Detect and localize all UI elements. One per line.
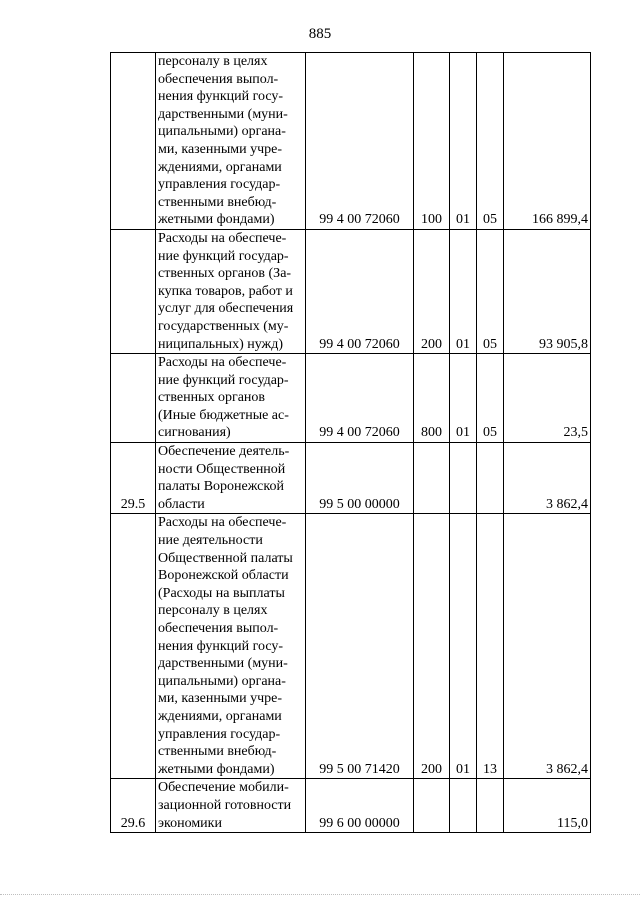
name-line: жетными фондами)	[158, 212, 275, 228]
name-line: ние функций государ-	[158, 248, 289, 264]
name-line: дарственными (муни-	[158, 656, 288, 672]
amount-cell: 93 905,8	[504, 229, 591, 353]
name-cell	[156, 514, 306, 779]
name-line: ние функций государ-	[158, 372, 289, 388]
name-line: ственными внебюд-	[158, 194, 277, 210]
name-line: управления государ-	[158, 177, 281, 193]
name-line: ственными внебюд-	[158, 744, 277, 760]
target-article-cell: 99 4 00 72060	[306, 229, 414, 353]
expense-type-cell: 200	[414, 229, 450, 353]
name-line: ственных органов	[158, 390, 266, 406]
name-cell	[156, 443, 306, 514]
row-number-cell	[111, 53, 156, 230]
expense-type-cell: 800	[414, 354, 450, 443]
name-line: сигнования)	[158, 425, 231, 441]
name-line: персоналу в целях	[158, 603, 268, 619]
amount-cell: 23,5	[504, 354, 591, 443]
table-row	[111, 514, 591, 779]
name-line: ми, казенными учре-	[158, 691, 283, 707]
table-row	[111, 229, 591, 353]
name-line: обеспечения выпол-	[158, 71, 279, 87]
row-number-cell	[111, 354, 156, 443]
subsection-cell	[477, 443, 504, 514]
subsection-cell: 05	[477, 229, 504, 353]
name-cell	[156, 229, 306, 353]
expense-type-cell	[414, 779, 450, 833]
section-cell: 01	[450, 229, 477, 353]
table-body	[111, 53, 591, 833]
name-line: ственных органов (За-	[158, 266, 292, 282]
amount-cell: 115,0	[504, 779, 591, 833]
target-article-cell: 99 4 00 72060	[306, 354, 414, 443]
name-line: обеспечения выпол-	[158, 621, 279, 636]
expense-type-cell: 100	[414, 53, 450, 230]
name-line: экономики	[158, 815, 222, 831]
name-line: жетными фондами)	[158, 761, 275, 777]
name-line: ципальными) органа-	[158, 124, 286, 140]
name-cell	[156, 354, 306, 443]
name-line: ждениями, органами	[158, 159, 282, 175]
section-cell: 01	[450, 354, 477, 443]
subsection-cell	[477, 779, 504, 833]
table-row	[111, 354, 591, 443]
name-line: ждениями, органами	[158, 708, 282, 724]
name-line: государственных (му-	[158, 318, 289, 334]
table-row	[111, 779, 591, 833]
amount-cell: 3 862,4	[504, 443, 591, 514]
name-line: Обеспечение мобили-	[158, 780, 289, 796]
name-line: ципальными) органа-	[158, 673, 286, 689]
name-line: управления государ-	[158, 726, 281, 742]
table-row	[111, 53, 591, 230]
name-line: нения функций госу-	[158, 89, 284, 105]
name-line: Воронежской области	[158, 568, 289, 584]
name-line: Обеспечение деятель-	[158, 444, 290, 460]
target-article-cell: 99 5 00 71420	[306, 514, 414, 779]
name-line: услуг для обеспечения	[158, 301, 294, 317]
section-cell: 01	[450, 53, 477, 230]
name-line: персоналу в целях	[158, 54, 268, 69]
table-row	[111, 443, 591, 514]
name-line: ности Общественной	[158, 461, 286, 477]
name-line: зационной готовности	[158, 797, 292, 813]
name-line: Расходы на обеспече-	[158, 230, 287, 246]
row-number-cell: 29.6	[111, 779, 156, 833]
section-cell	[450, 779, 477, 833]
scan-edge-line	[0, 894, 640, 897]
name-line: Расходы на обеспече-	[158, 355, 287, 371]
amount-cell: 3 862,4	[504, 514, 591, 779]
name-line: области	[158, 496, 205, 512]
expense-type-cell: 200	[414, 514, 450, 779]
subsection-cell: 05	[477, 354, 504, 443]
amount-cell: 166 899,4	[504, 53, 591, 230]
name-line: (Расходы на выплаты	[158, 585, 285, 601]
budget-table	[110, 52, 591, 833]
name-line: купка товаров, работ и	[158, 283, 293, 299]
name-line: ние деятельности	[158, 533, 263, 549]
row-number-cell	[111, 514, 156, 779]
name-line: (Иные бюджетные ас-	[158, 407, 289, 423]
section-cell	[450, 443, 477, 514]
section-cell: 01	[450, 514, 477, 779]
name-line: палаты Воронежской	[158, 479, 284, 495]
name-line: дарственными (муни-	[158, 106, 288, 122]
subsection-cell: 05	[477, 53, 504, 230]
name-line: ми, казенными учре-	[158, 141, 283, 157]
target-article-cell: 99 6 00 00000	[306, 779, 414, 833]
name-cell	[156, 779, 306, 833]
target-article-cell: 99 5 00 00000	[306, 443, 414, 514]
row-number-cell	[111, 229, 156, 353]
expense-type-cell	[414, 443, 450, 514]
name-line: нения функций госу-	[158, 638, 284, 654]
subsection-cell: 13	[477, 514, 504, 779]
name-cell	[156, 53, 306, 230]
page-number: 885	[308, 26, 332, 42]
target-article-cell: 99 4 00 72060	[306, 53, 414, 230]
row-number-cell: 29.5	[111, 443, 156, 514]
name-line: ниципальных) нужд)	[158, 336, 283, 352]
name-line: Расходы на обеспече-	[158, 515, 287, 531]
name-line: Общественной палаты	[158, 550, 293, 566]
